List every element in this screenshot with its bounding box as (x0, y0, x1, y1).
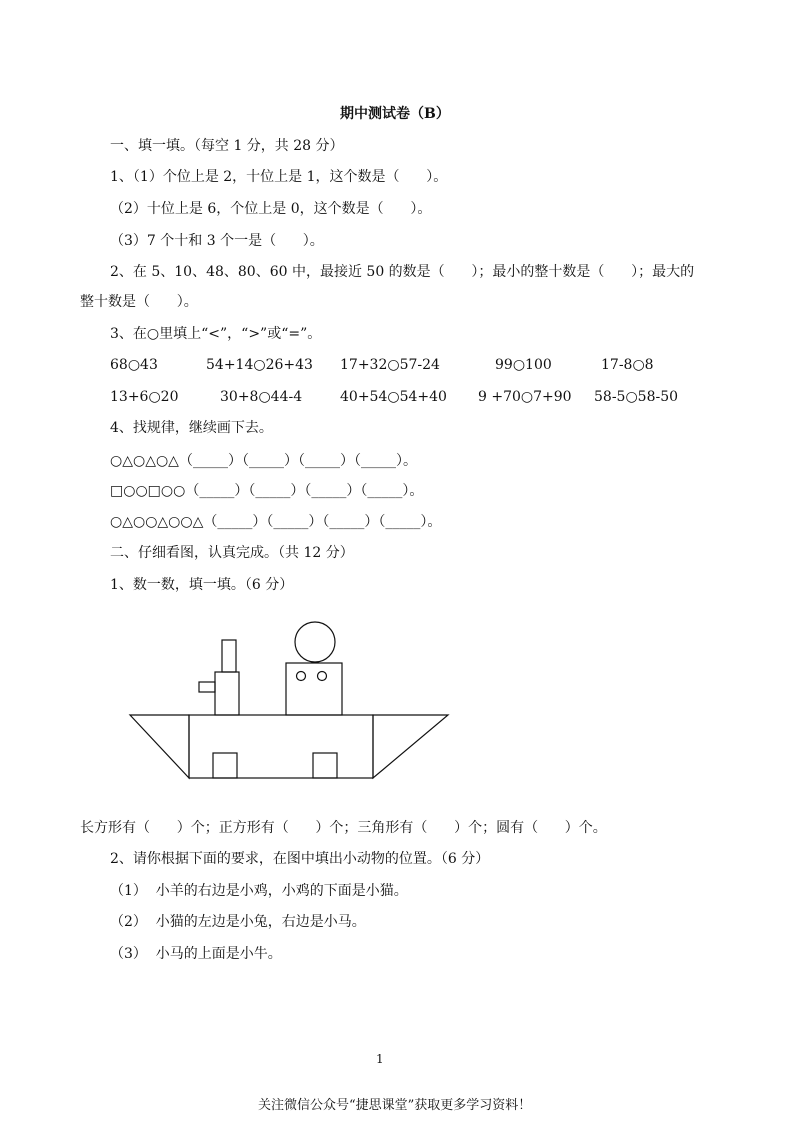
q1-part2: （2）十位上是 6，个位上是 0，这个数是（ ）。 (110, 201, 432, 217)
compare-item: 17-8○8 (601, 357, 654, 373)
compare-item: 54+14○26+43 (206, 357, 313, 373)
boat-hull-right-triangle (373, 715, 448, 778)
boat-hull-left-triangle (130, 715, 189, 778)
section2-heading: 二、仔细看图，认真完成。（共 12 分） (110, 545, 354, 561)
q4-instruction: 4、找规律，继续画下去。 (110, 420, 273, 436)
boat-window-right (313, 753, 337, 778)
compare-item: 9 +70○7+90 (478, 389, 572, 405)
pattern-row-2: □○○□○○（_____）（_____）（_____）（_____）。 (110, 483, 424, 499)
compare-item: 68○43 (110, 357, 158, 373)
boat-cabin-rect (286, 663, 342, 715)
s2-q2-item-1: （1） 小羊的右边是小鸡，小鸡的下面是小猫。 (110, 883, 408, 899)
pattern-row-1: ○△○△○△（_____）（_____）（_____）（_____）。 (110, 453, 417, 469)
compare-item: 17+32○57-24 (340, 357, 440, 373)
compare-item: 99○100 (495, 357, 552, 373)
compare-item: 30+8○44-4 (220, 389, 303, 405)
compare-row-1 (0, 356, 800, 376)
pattern-row-3: ○△○○△○○△（_____）（_____）（_____）（_____）。 (110, 514, 442, 530)
boat-porthole-left (297, 672, 306, 681)
boat-figure (126, 618, 456, 783)
s2-q2-item-2: （2） 小猫的左边是小兔，右边是小马。 (110, 914, 366, 930)
s2-q2-instruction: 2、请你根据下面的要求，在图中填出小动物的位置。（6 分） (110, 851, 490, 867)
s2-q2-item-3: （3） 小马的上面是小牛。 (110, 946, 282, 962)
compare-item: 13+6○20 (110, 389, 179, 405)
q1-part3: （3）7 个十和 3 个一是（ ）。 (110, 233, 324, 249)
boat-window-left (213, 753, 237, 778)
q2-line1: 2、在 5、10、48、80、60 中，最接近 50 的数是（ ）；最小的整十数是（ ）；最大的 (110, 264, 695, 280)
boat-chimney-rect (222, 640, 236, 672)
s2-q1-instruction: 1、数一数，填一填。（6 分） (110, 577, 294, 593)
q1-part1: 1、（1）个位上是 2，十位上是 1，这个数是（ ）。 (110, 169, 448, 185)
boat-circle-top (295, 622, 335, 662)
section1-heading: 一、填一填。（每空 1 分，共 28 分） (110, 138, 344, 154)
page-title: 期中测试卷（B） (340, 106, 450, 122)
boat-tower-rect (215, 672, 239, 715)
compare-item: 58-5○58-50 (594, 389, 679, 405)
page-number: 1 (376, 1052, 384, 1066)
boat-porthole-right (318, 672, 327, 681)
q2-line2: 整十数是（ ）。 (80, 294, 198, 310)
footer-note: 关注微信公众号“捷思课堂”获取更多学习资料！ (258, 1098, 532, 1113)
boat-small-square (199, 682, 215, 692)
compare-row-2 (0, 388, 800, 408)
compare-item: 40+54○54+40 (340, 389, 447, 405)
boat-hull-rect (189, 715, 373, 778)
shape-count-answer-line: 长方形有（ ）个；正方形有（ ）个；三角形有（ ）个；圆有（ ）个。 (80, 820, 607, 836)
q3-instruction: 3、在○里填上“<”，“>”或“=”。 (110, 326, 322, 342)
